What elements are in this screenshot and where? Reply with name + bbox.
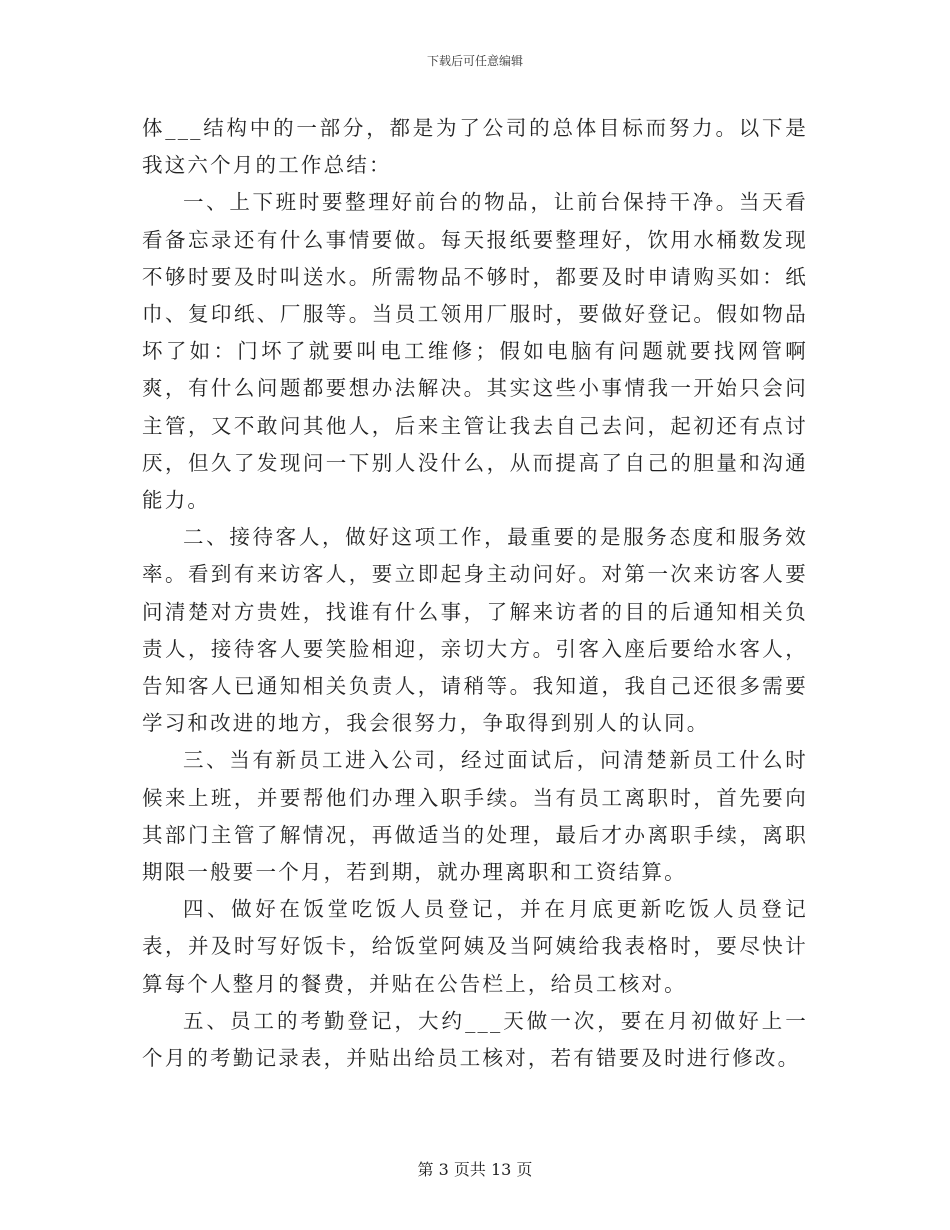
paragraph-item-4: 四、做好在饭堂吃饭人员登记，并在月底更新吃饭人员登记表，并及时写好饭卡，给饭堂阿姨及当阿姨给我表格时，要尽快计算每个人整月的餐费，并贴在公告栏上，给员工核对。: [142, 897, 808, 996]
paragraph-item-3: 三、当有新员工进入公司，经过面试后，问清楚新员工什么时候来上班，并要帮他们办理入职手续。当有员工离职时，首先要向其部门主管了解情况，再做适当的处理，最后才办离职手续，离职期限一般要一个月，若到期，就办理离职和工资结算。: [142, 748, 808, 885]
paragraph-item-5: 五、员工的考勤登记，大约___天做一次，要在月初做好上一个月的考勤记录表，并贴出给员工核对，若有错要及时进行修改。: [142, 1008, 808, 1071]
paragraph-item-1: 一、上下班时要整理好前台的物品，让前台保持干净。当天看看备忘录还有什么事情要做。每天报纸要整理好，饮用水桶数发现不够时要及时叫送水。所需物品不够时，都要及时申请购买如：纸巾、复印纸、厂服等。当员工领用厂服时，要做好登记。假如物品坏了如：门坏了就要叫电工维修；假如电脑有问题就要找网管啊爽，有什么问题都要想办法解决。其实这些小事情我一开始只会问主管，又不敢问其他人，后来主管让我去自己去问，起初还有点讨厌，但久了发现问一下别人没什么，从而提高了自己的胆量和沟通能力。: [142, 190, 808, 513]
page-footer: 第 3 页共 13 页: [417, 1160, 533, 1179]
page-header: 下载后可任意编辑: [426, 54, 523, 68]
paragraph-item-2: 二、接待客人，做好这项工作，最重要的是服务态度和服务效率。看到有来访客人，要立即起身主动问好。对第一次来访客人要问清楚对方贵姓，找谁有什么事，了解来访者的目的后通知相关负责人，接待客人要笑脸相迎，亲切大方。引客入座后要给水客人，告知客人已通知相关负责人，请稍等。我知道，我自己还很多需要学习和改进的地方，我会很努力，争取得到别人的认同。: [142, 525, 808, 736]
paragraph-continuation: 体___结构中的一部分，都是为了公司的总体目标而努力。以下是我这六个月的工作总结：: [142, 116, 808, 178]
document-body: [142, 110, 808, 1077]
